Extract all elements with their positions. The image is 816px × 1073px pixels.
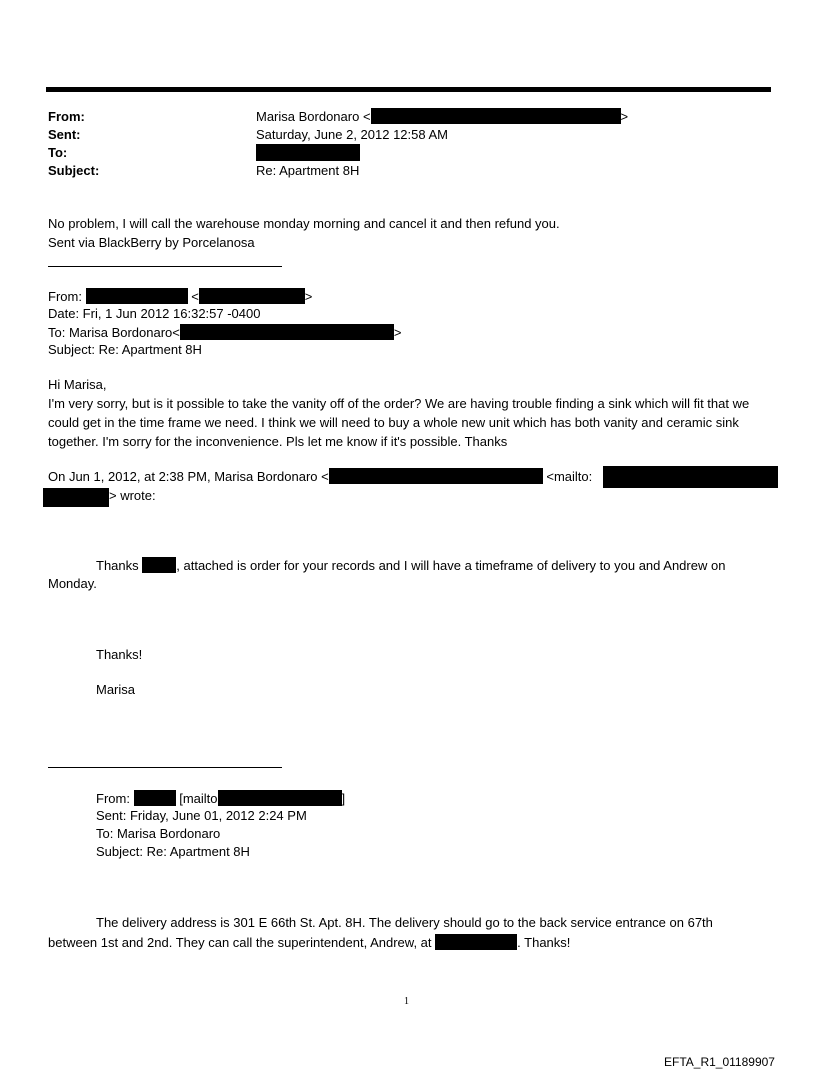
quoted2-signoff: Marisa	[96, 682, 136, 697]
reply-line-1: No problem, I will call the warehouse monday morning and cancel it and then refund you.	[48, 216, 560, 231]
from-name: Marisa Bordonaro <	[256, 109, 371, 124]
quoted2-thanks-line	[96, 557, 725, 574]
quoted1-body: I'm very sorry, but is it possible to take the vanity off of the order? We are having trouble finding a sink which will fit that we could get in the time frame we need. I think we will need to buy a whole new unit which has both vanity and ceramic sink together. I'm sorry for the inconvenience. Pls let me know if it's possible. Thanks	[48, 396, 750, 449]
to-label: To:	[48, 145, 68, 160]
quoted1-to-close: >	[393, 325, 402, 340]
quoted2-thanks2: Thanks!	[96, 647, 143, 662]
quoted3-from-close: ]	[341, 791, 346, 806]
quoted1-from-close: >	[304, 289, 313, 304]
quoted3-sent: Sent: Friday, June 01, 2012 2:24 PM	[96, 808, 307, 823]
redaction-box	[86, 288, 188, 304]
quoted3-to: To: Marisa Bordonaro	[96, 826, 221, 841]
redaction-box	[180, 324, 394, 340]
from-value	[256, 108, 628, 126]
from-label: From:	[48, 109, 85, 124]
redaction-box	[371, 108, 621, 124]
onwrote-suffix: > wrote:	[109, 488, 156, 503]
redaction-box	[435, 934, 517, 950]
quoted2-thanks-line2: Monday.	[48, 576, 97, 591]
onwrote-line	[48, 468, 592, 485]
redaction-box	[329, 468, 543, 484]
redaction-box	[142, 557, 176, 573]
subject-label: Subject:	[48, 163, 100, 178]
reply-signature: Sent via BlackBerry by Porcelanosa	[48, 235, 255, 250]
quoted1-subject: Subject: Re: Apartment 8H	[48, 342, 202, 357]
onwrote-mailto: <mailto:	[546, 469, 593, 484]
quoted1-to	[48, 324, 401, 341]
from-close: >	[620, 109, 629, 124]
quoted1-greeting: Hi Marisa,	[48, 377, 107, 392]
quoted3-delivery-line1: The delivery address is 301 E 66th St. Apt. 8H. The delivery should go to the back service entrance on 67th	[96, 915, 713, 930]
quoted1-from	[48, 288, 312, 305]
quoted3-from	[96, 790, 345, 807]
quoted3-delivery-line2	[48, 934, 570, 951]
quoted1-date: Date: Fri, 1 Jun 2012 16:32:57 -0400	[48, 306, 261, 321]
quoted1-to-label: To: Marisa Bordonaro<	[48, 325, 180, 340]
to-redaction-box	[256, 144, 360, 161]
sent-value: Saturday, June 2, 2012 12:58 AM	[256, 127, 449, 142]
quoted1-from-mid: <	[191, 289, 199, 304]
redaction-box	[43, 488, 109, 507]
quoted1-from-label: From:	[48, 289, 82, 304]
redaction-box	[603, 466, 778, 488]
onwrote-prefix: On Jun 1, 2012, at 2:38 PM, Marisa Bordonaro <	[48, 469, 329, 484]
page-number: 1	[404, 996, 409, 1007]
quoted3-from-label: From:	[96, 791, 130, 806]
quoted2-thanks-post: , attached is order for your records and I will have a timeframe of delivery to you and Andrew on	[176, 558, 726, 573]
subject-value: Re: Apartment 8H	[256, 163, 360, 178]
quoted3-delivery-pre: between 1st and 2nd. They can call the superintendent, Andrew, at	[48, 935, 432, 950]
separator-rule	[48, 767, 282, 768]
quoted2-thanks-pre: Thanks	[96, 558, 139, 573]
header-rule	[46, 87, 771, 92]
redaction-box	[134, 790, 176, 806]
quoted3-from-mailto: [mailto	[179, 791, 218, 806]
separator-rule	[48, 266, 282, 267]
sent-label: Sent:	[48, 127, 81, 142]
redaction-box	[199, 288, 305, 304]
quoted3-subject: Subject: Re: Apartment 8H	[96, 844, 250, 859]
document-id: EFTA_R1_01189907	[664, 1055, 775, 1069]
quoted3-delivery-post: . Thanks!	[517, 935, 571, 950]
redaction-box	[218, 790, 342, 806]
